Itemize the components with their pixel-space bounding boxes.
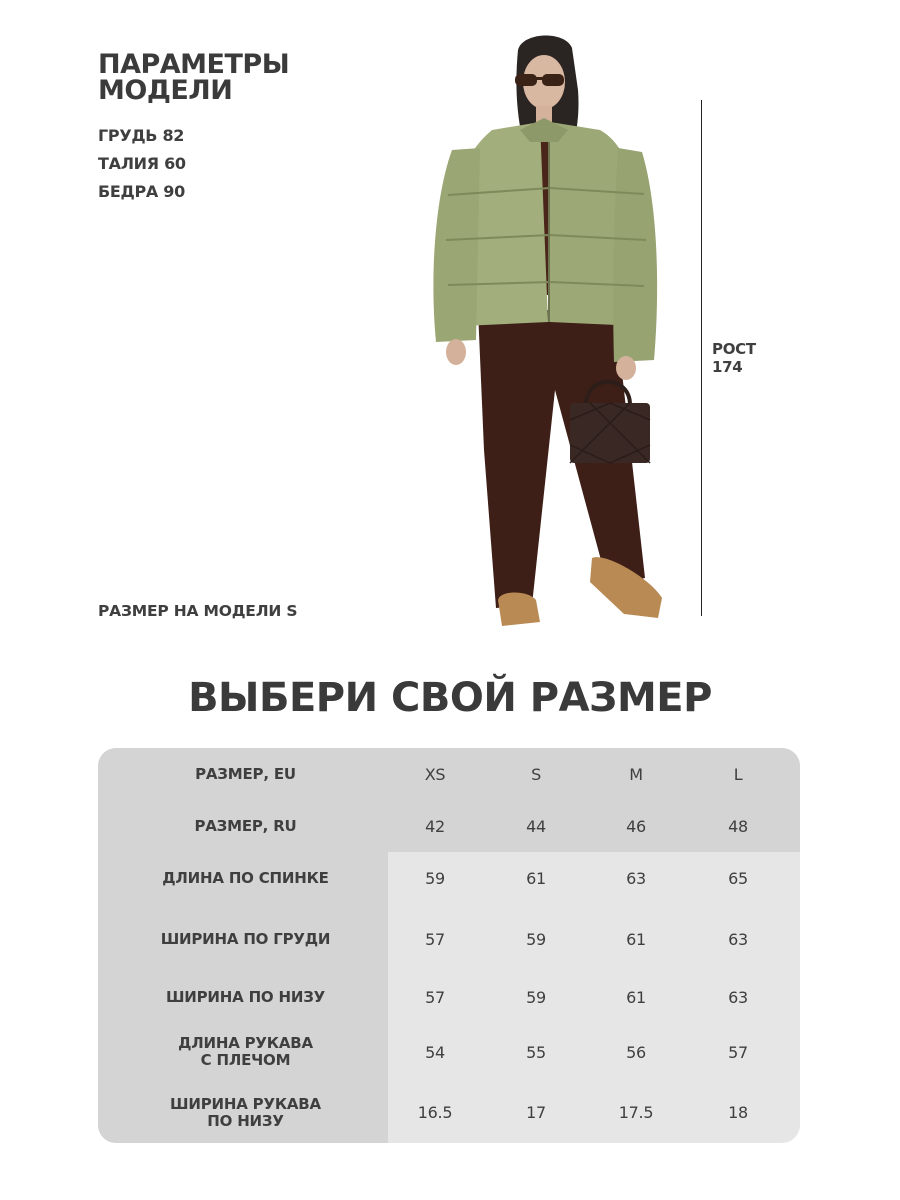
table-row <box>98 800 800 852</box>
table-cell: S <box>531 764 541 784</box>
table-cell: 61 <box>526 868 546 888</box>
table-cell: M <box>629 764 643 784</box>
table-cell: 57 <box>425 987 445 1007</box>
table-cell: 46 <box>626 816 646 836</box>
table-cell: L <box>733 764 743 784</box>
table-cell: XS <box>424 764 446 784</box>
table-cell: 63 <box>728 929 748 949</box>
table-cell: 61 <box>626 929 646 949</box>
choose-size-headline: ВЫБЕРИ СВОЙ РАЗМЕР <box>188 675 712 721</box>
table-cell: 18 <box>728 1103 748 1122</box>
table-row-label-line: ШИРИНА ПО ГРУДИ <box>160 929 331 948</box>
table-row-label <box>98 870 393 887</box>
height-line <box>701 100 702 616</box>
table-cell: 65 <box>728 868 748 888</box>
size-on-model: РАЗМЕР НА МОДЕЛИ S <box>98 602 298 620</box>
height-value: 174 <box>712 358 743 376</box>
table-row-label <box>98 1096 393 1130</box>
table-row-label-line: ШИРИНА ПО НИЗУ <box>165 987 326 1006</box>
table-cell: 59 <box>526 929 546 949</box>
table-row-label-line: ДЛИНА РУКАВА <box>178 1034 313 1052</box>
table-row-label-line: РАЗМЕР, EU <box>195 764 296 783</box>
table-cell: 44 <box>526 816 546 836</box>
height-label-text: РОСТ <box>712 340 756 358</box>
table-cell: 59 <box>425 868 445 888</box>
table-cell: 17.5 <box>618 1103 654 1122</box>
table-cell: 56 <box>626 1042 646 1062</box>
table-row <box>98 968 800 1026</box>
table-cell: 61 <box>626 987 646 1007</box>
param-hips: БЕДРА 90 <box>98 182 185 201</box>
table-cell: 54 <box>425 1042 445 1062</box>
table-cell: 63 <box>728 987 748 1007</box>
param-chest: ГРУДЬ 82 <box>98 126 185 145</box>
table-row <box>98 852 800 904</box>
model-params-title <box>98 49 290 106</box>
table-row-label <box>98 1035 393 1069</box>
table-row-label-line: ШИРИНА РУКАВА <box>170 1094 321 1113</box>
table-cell: 42 <box>425 816 445 836</box>
table-row-label <box>98 931 393 948</box>
table-row <box>98 1082 800 1143</box>
model-params-list <box>98 122 186 206</box>
table-row-label-line: С ПЛЕЧОМ <box>200 1051 291 1069</box>
table-cell: 48 <box>728 816 748 836</box>
table-cell: 63 <box>626 868 646 888</box>
table-cell: 59 <box>526 987 546 1007</box>
param-waist: ТАЛИЯ 60 <box>98 154 186 173</box>
table-cell: 57 <box>728 1042 748 1062</box>
table-row-label <box>98 818 393 835</box>
size-table <box>98 748 800 1143</box>
table-row-label-line: ПО НИЗУ <box>207 1111 284 1130</box>
table-cell: 16.5 <box>417 1103 453 1122</box>
table-cell: 55 <box>526 1042 546 1062</box>
table-row <box>98 748 800 800</box>
table-row-label-line: ДЛИНА ПО СПИНКЕ <box>162 868 329 887</box>
table-row-label <box>98 766 393 783</box>
table-cell: 17 <box>526 1103 546 1122</box>
model-photo <box>400 30 700 640</box>
table-cell: 57 <box>425 929 445 949</box>
table-row-label-line: РАЗМЕР, RU <box>194 816 297 835</box>
model-params-title-line1: ПАРАМЕТРЫ <box>98 49 290 80</box>
height-label <box>712 340 756 376</box>
model-params-title-line2: МОДЕЛИ <box>98 75 233 106</box>
table-row <box>98 1022 800 1082</box>
table-row-label <box>98 989 393 1006</box>
table-row <box>98 910 800 968</box>
